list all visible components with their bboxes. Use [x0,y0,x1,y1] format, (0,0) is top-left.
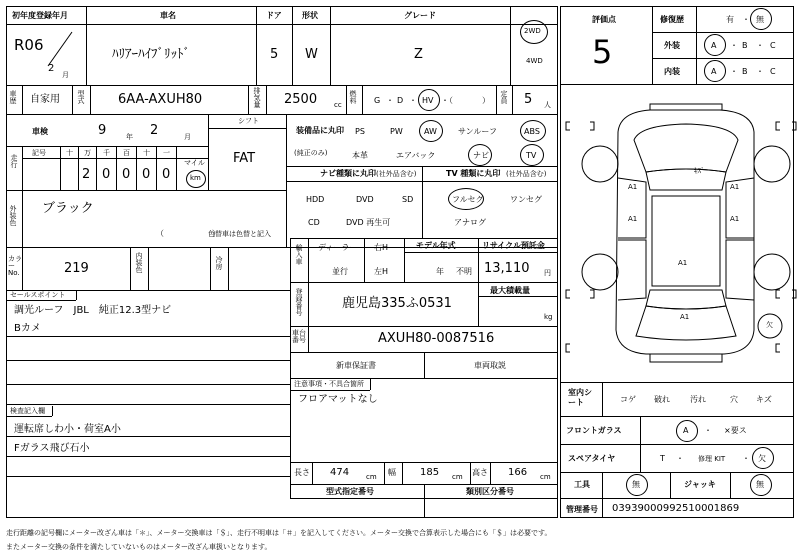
sheet-scratch: キズ [756,395,772,404]
diagram-mark-1: A1 [628,183,638,191]
tv-oneseg: ワンセグ [510,195,542,204]
equip-abs: ABS [524,127,540,136]
month-label: 月 [62,71,69,79]
spare-tire-label: スペアタイヤ [568,454,616,463]
shaken-year: 9 [98,123,107,138]
fuel-hv: HV [422,96,434,105]
spare-tire-dot2: ・ [742,454,750,463]
color-no-label: カラーNo. [8,255,22,277]
equip-leather: 本革 [352,151,368,160]
import-dealer: ディーラー [318,243,358,252]
footer-line1: 走行距離の記号欄にメーター改ざん車は「＊」、メーター交換車は「＄」、走行不明車は「＃」を記入してください。メーター交換で合算表示した場合にも「＄」は必要です。 [6,529,552,537]
shape-label: 形状 [302,11,318,20]
car-name-label: 車名 [160,11,176,20]
diagram-mark-2: A1 [730,183,740,191]
control-value: 03939000992510001869 [612,503,740,514]
drive-4wd: 4WD [526,57,543,65]
door-label: ドア [266,11,282,20]
recycle-yen: 円 [544,269,551,277]
navi-sub: (社外品含む) [376,170,417,178]
shift-value: FAT [233,151,256,166]
first-reg-value: R06 [14,36,44,54]
spare-tire-missing: 欠 [758,454,766,463]
interior-sheet-label: 室内シート [568,388,592,408]
inspector-line1: 運転席しわ小・荷室A小 [14,424,121,435]
exterior-a: A [711,41,717,50]
diagram-mark-6: A1 [680,313,690,321]
recycle-label: リサイクル預託金 [482,241,545,250]
capacity-label: 定員 [500,90,508,104]
interior-a: A [711,67,717,76]
sales-label: セールスポイント [10,291,66,299]
fuel-dot1: ・ [386,96,394,105]
ac-label: 冷房 [215,256,223,270]
equip-sunroof: サンルーフ [458,127,497,136]
spare-tire-t: T [660,454,665,463]
mileage-header-6: 一 [163,149,170,157]
diagram-mark-3: A1 [628,215,638,223]
length-value: 474 [330,467,350,478]
equip-aw: AW [424,127,437,136]
repair-yes: 有 [726,15,734,24]
width-label: 幅 [388,468,396,477]
exterior-c: C [770,41,776,50]
navi-sd: SD [402,195,414,204]
score-value: 5 [592,33,613,71]
fuel-paren-open: ・（ [441,96,453,105]
plate-value: 鹿児島335ふ0531 [342,296,452,311]
navi-header: ナビ種類に丸印 [320,169,376,178]
grade-label: グレード [404,11,436,20]
sheet-burn: コゲ [620,395,636,404]
navi-dvd: DVD [356,195,374,204]
mileage-label: 走行 [10,154,18,168]
fuel-d: D [397,96,404,105]
spare-tire-kit: 修理 KIT [698,455,726,463]
model-year-label: モデル年式 [416,241,456,250]
diagram-missing-mark: 欠 [766,321,773,329]
tv-header: TV 種類に丸印 [446,169,501,178]
navi-dvd-play: DVD 再生可 [346,218,391,227]
front-glass-dot: ・ [704,426,712,435]
displacement-label: 排気量 [253,87,261,108]
score-label: 評価点 [592,15,616,24]
mileage-header-4: 百 [123,149,130,157]
cc-label: cc [334,101,342,109]
interior-label: 内装 [664,67,680,76]
equip-ps: PS [355,127,365,136]
interior-c: C [770,67,776,76]
diagram-mark-4: A1 [730,215,740,223]
exterior-b: B [742,41,748,50]
mileage-header-3: 千 [103,149,110,157]
footer-line2: またメーター交換の条件を満たしていないものはメーター改ざん車扱いとなります。 [6,543,272,551]
repair-no: 無 [756,15,764,24]
height-cm: cm [540,473,551,481]
diagram-mark-5: A1 [678,259,688,267]
km-label: km [190,174,201,182]
car-name-value: ﾊﾘｱｰﾊｲﾌﾞﾘｯﾄﾞ [112,47,190,62]
mileage-digit-5: 0 [122,167,131,182]
equipment-label: 装備品に丸印 [296,126,344,135]
equip-tv: TV [526,151,537,160]
sales-line2: Bカメ [14,323,41,334]
max-load-label: 最大積載量 [490,286,530,295]
height-label: 高さ [472,468,488,477]
exterior-dot1: ・ [730,41,738,50]
equip-navi: ナビ [473,151,489,160]
displacement-value: 2500 [284,92,318,107]
import-left-h: 左H [374,267,389,276]
spare-tire-dot1: ・ [676,454,684,463]
tv-sub: (社外品含む) [506,170,547,178]
sales-line1: 調光ルーフ JBL 純正12.3型ナビ [14,305,172,316]
mileage-digit-7: 0 [162,167,171,182]
control-label: 管理番号 [566,505,598,514]
shift-label: シフト [238,117,259,125]
new-car-warranty: 新車保証書 [336,361,376,370]
shaken-month: 2 [150,123,159,138]
length-label: 長さ [294,468,310,477]
grade-value: Z [414,47,423,62]
mileage-header-code: 記号 [32,149,46,157]
exterior-dot2: ・ [756,41,764,50]
color-note: 色替車は色替と記入 [208,230,271,238]
type-spec-label: 型式指定番号 [326,487,374,496]
inspector-line2: Fガラス飛び石小 [14,443,90,454]
inspector-label: 検査記入欄 [10,407,45,415]
interior-dot1: ・ [730,67,738,76]
chassis-value: AXUH80-0087516 [378,331,495,346]
sheet-dirt: 汚れ [690,395,706,404]
diagram-mark-top: ｷｽﾞ [694,167,705,175]
sheet-hole: 穴 [730,395,738,404]
chassis-label: 車台番号 [292,329,306,344]
equip-pw: PW [390,127,403,136]
owner-manual: 車両取説 [474,361,506,370]
import-right-h: 右H [374,243,389,252]
color-value: ブラック [42,201,94,216]
navi-hdd: HDD [306,195,325,204]
max-load-kg: kg [544,313,553,321]
recycle-value: 13,110 [484,261,530,276]
shaken-label: 車検 [32,127,48,136]
shape-value: W [305,47,318,62]
height-value: 166 [508,467,528,478]
class-label: 類別区分番号 [466,487,514,496]
model-value: 6AA-AXUH80 [118,92,203,107]
import-parallel: 並行 [332,267,348,276]
mileage-header-2: 万 [84,149,91,157]
notes-label: 注意事項・不具合箇所 [294,380,364,388]
sheet-tear: 破れ [654,395,670,404]
shaken-month-unit: 月 [184,133,191,141]
plate-label: 登録番号 [295,288,303,316]
mile-label: マイル [184,159,205,167]
front-glass-label: フロントガラス [566,426,622,435]
model-year-unknown: 不明 [456,267,472,276]
drive-2wd: 2WD [524,27,541,35]
use-value: 自家用 [30,94,60,105]
mileage-digit-4: 0 [102,167,111,182]
equipment-sub-label: (純正のみ) [294,149,328,157]
use-label: 車歴 [9,90,17,104]
fuel-paren-close: ） [482,96,490,105]
tv-analog: アナログ [454,218,486,227]
color-label: 外装色 [9,205,17,226]
width-value: 185 [420,467,440,478]
jack-value: 無 [756,480,764,489]
repair-label: 修復歴 [660,15,684,24]
mileage-header-5: 十 [143,149,150,157]
fuel-dot2: ・ [409,96,417,105]
shaken-year-unit: 年 [126,133,133,141]
color-paren: （ ） [156,229,220,238]
equip-airbag: エアバック [396,151,436,160]
color-no-value: 219 [64,261,89,276]
length-cm: cm [366,473,377,481]
tv-fullseg: フルセグ [452,195,484,204]
mileage-digit-6: 0 [142,167,151,182]
interior-b: B [742,67,748,76]
width-cm: cm [452,473,463,481]
first-reg-label: 初年度登録年月 [12,11,68,20]
door-value: 5 [270,47,279,62]
front-glass-crack: ×要ス [724,426,747,435]
navi-cd: CD [308,218,320,227]
model-label: 型式 [77,90,85,104]
import-label: 輸入車 [295,244,303,265]
interior-dot2: ・ [756,67,764,76]
person-unit: 人 [544,101,551,109]
fuel-g: G [374,96,381,105]
first-reg-month: 2 [48,63,55,74]
front-glass-a: A [683,426,689,435]
model-year-unit: 年 [436,267,444,276]
repair-dot: ・ [742,15,750,24]
mileage-digit-3: 2 [82,167,91,182]
capacity-value: 5 [524,92,533,107]
tools-value: 無 [632,480,640,489]
exterior-label: 外装 [664,41,680,50]
interior-color-label: 内装色 [135,252,143,273]
mileage-header-1: 十 [66,149,73,157]
tools-label: 工具 [574,480,590,489]
notes-value: フロアマットなし [298,394,378,405]
jack-label: ジャッキ [684,480,716,489]
fuel-label: 燃料 [349,90,357,104]
